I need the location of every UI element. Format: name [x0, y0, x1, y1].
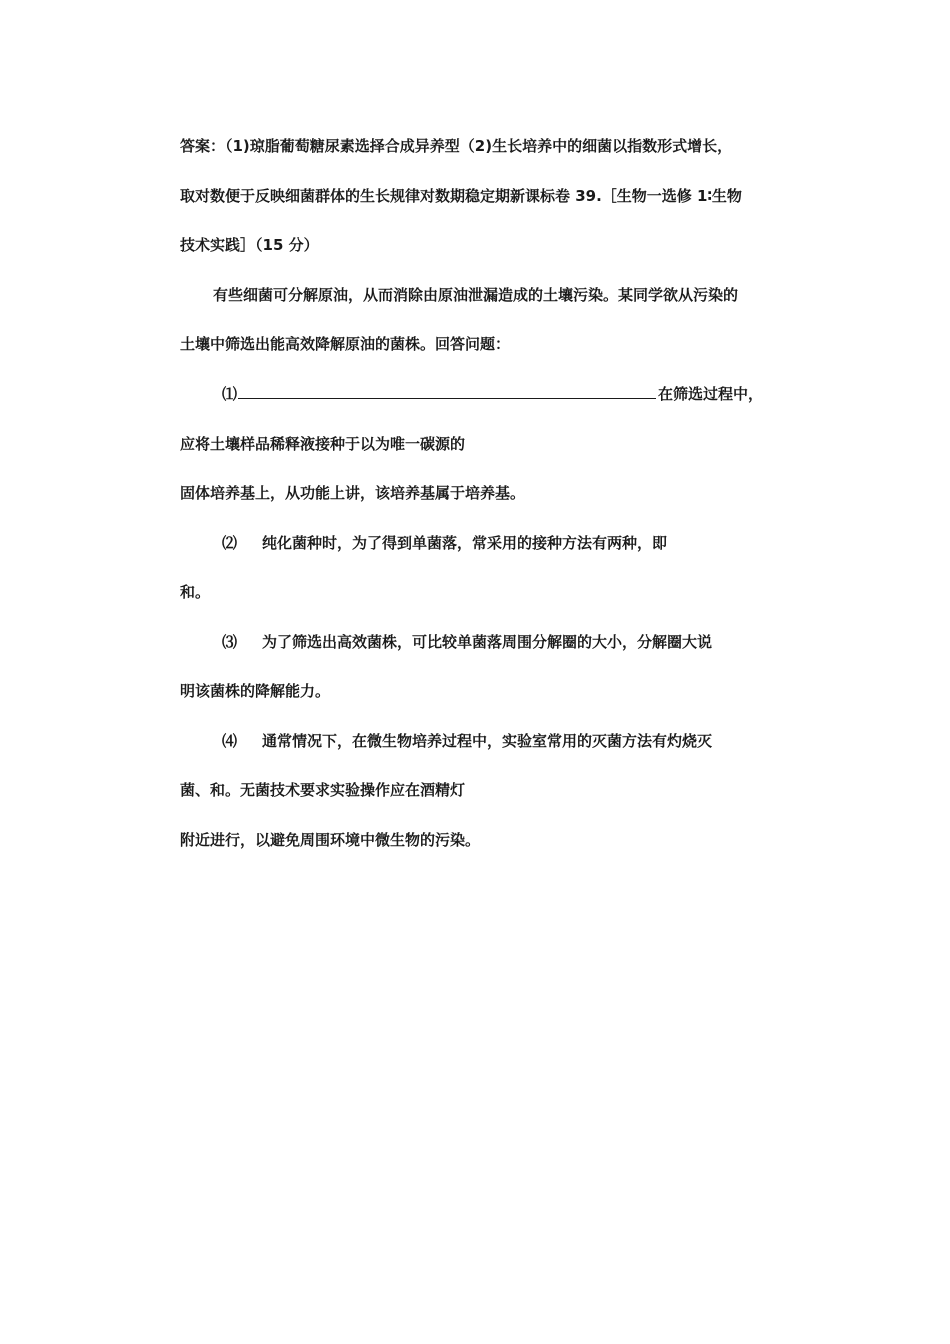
question-2-line-1 [222, 533, 667, 553]
question-4-line-1 [222, 731, 712, 751]
intro-line-1: 有些细菌可分解原油，从而消除由原油泄漏造成的土壤污染。某同学欲从污染的 [213, 286, 739, 304]
question-3-number: ⑶ [222, 633, 238, 651]
answer-line-3: 技术实践］（15 分） [180, 236, 319, 254]
answer-blank [238, 384, 656, 399]
intro-line-2: 土壤中筛选出能高效降解原油的菌株。回答问题： [180, 335, 511, 353]
question-3-text: 为了筛选出高效菌株，可比较单菌落周围分解圈的大小，分解圈大说 [262, 633, 713, 651]
question-3-line-2: 明该菌株的降解能力。 [180, 682, 331, 700]
question-1-line-3: 固体培养基上，从功能上讲，该培养基属于培养基。 [180, 484, 526, 502]
question-1-after-blank: 在筛选过程中， [658, 385, 764, 403]
question-4-number: ⑷ [222, 732, 238, 750]
question-4-line-2: 菌、和。无菌技术要求实验操作应在酒精灯 [180, 781, 466, 799]
question-2-text: 纯化菌种时，为了得到单菌落，常采用的接种方法有两种，即 [262, 534, 668, 552]
question-1-line-2: 应将土壤样品稀释液接种于以为唯一碳源的 [180, 435, 466, 453]
question-4-line-3: 附近进行，以避免周围环境中微生物的污染。 [180, 831, 481, 849]
question-3-line-1 [222, 632, 712, 652]
question-2-number: ⑵ [222, 534, 238, 552]
answer-line-2: 取对数便于反映细菌群体的生长规律对数期稳定期新课标卷 39.［生物一选修 1∶生物 [180, 187, 742, 205]
question-4-text: 通常情况下，在微生物培养过程中，实验室常用的灭菌方法有灼烧灭 [262, 732, 713, 750]
question-2-line-2: 和。 [180, 583, 211, 601]
question-1-line-1 [222, 384, 763, 404]
answer-line-1: 答案：（1)琼脂葡萄糖尿素选择合成异养型（2)生长培养中的细菌以指数形式增长， [180, 137, 733, 155]
question-1-number: ⑴ [222, 385, 238, 403]
